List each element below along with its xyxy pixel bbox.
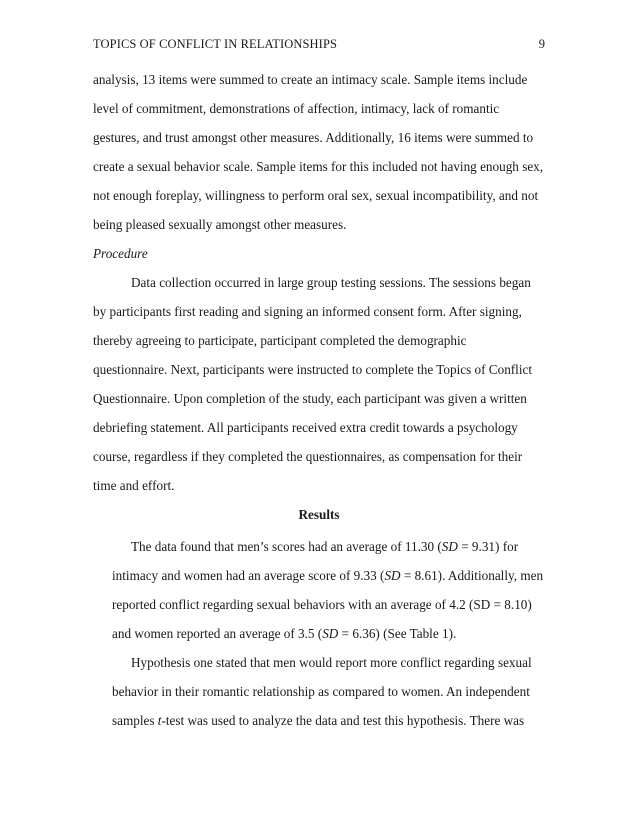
text-line: by participants first reading and signing an informed consent form. After signing, [93, 304, 522, 319]
text-line: The data found that men’s scores had an average of 11.30 (SD = 9.31) for [131, 539, 519, 554]
text-line: Hypothesis one stated that men would report more conflict regarding sexual [131, 655, 532, 670]
text-line: Data collection occurred in large group testing sessions. The sessions began [131, 275, 531, 290]
text-line: course, regardless if they completed the questionnaires, as compensation for their [93, 449, 523, 464]
text-line: thereby agreeing to participate, participant completed the demographic [93, 333, 467, 348]
text-line: analysis, 13 items were summed to create an intimacy scale. Sample items include [93, 72, 528, 87]
text-line: create a sexual behavior scale. Sample items for this included not having enough sex, [93, 159, 544, 174]
text-line: questionnaire. Next, participants were instructed to complete the Topics of Conflict [93, 362, 533, 377]
text-line: gestures, and trust amongst other measures. Additionally, 16 items were summed to [93, 130, 534, 145]
text-line: and women reported an average of 3.5 (SD = 6.36) (See Table 1). [112, 626, 457, 641]
section-heading-procedure: Procedure [93, 246, 148, 261]
text-line: samples t-test was used to analyze the data and test this hypothesis. There was [112, 713, 525, 728]
text-line: debriefing statement. All participants received extra credit towards a psychology [93, 420, 518, 435]
text-line: behavior in their romantic relationship as compared to women. An independent [112, 684, 530, 699]
text-line: intimacy and women had an average score of 9.33 (SD = 8.61). Additionally, men [112, 568, 544, 583]
text-line: time and effort. [93, 478, 175, 493]
text-line: not enough foreplay, willingness to perform oral sex, sexual incompatibility, and not [93, 188, 539, 203]
text-line: being pleased sexually amongst other measures. [93, 217, 347, 232]
text-line: reported conflict regarding sexual behaviors with an average of 4.2 (SD = 8.10) [112, 597, 532, 612]
running-head: TOPICS OF CONFLICT IN RELATIONSHIPS [93, 37, 338, 51]
page-number: 9 [538, 37, 545, 51]
section-heading-results: Results [298, 507, 340, 522]
text-line: Questionnaire. Upon completion of the study, each participant was given a written [93, 391, 527, 406]
text-line: level of commitment, demonstrations of affection, intimacy, lack of romantic [93, 101, 500, 116]
